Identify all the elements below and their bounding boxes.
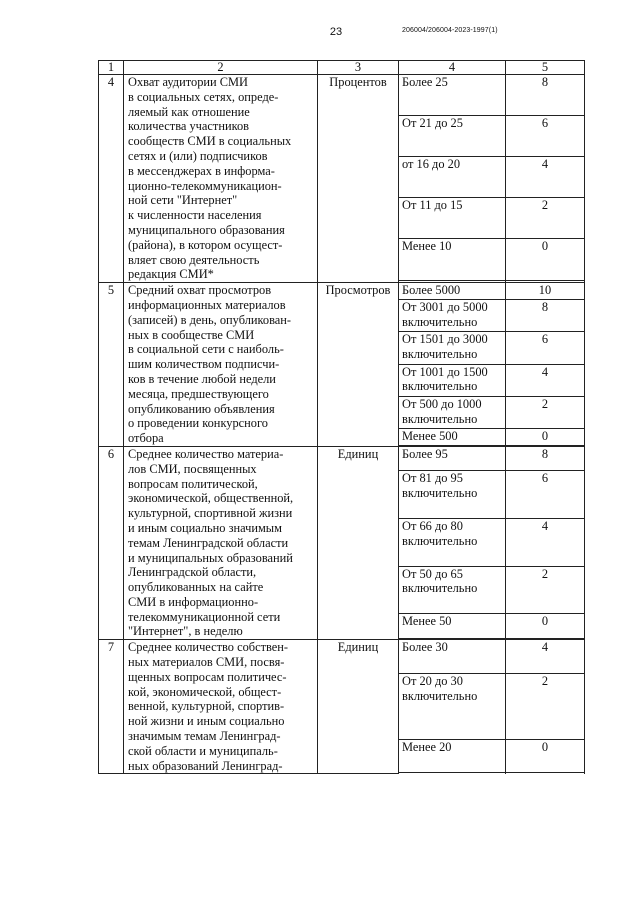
empty-cell <box>399 773 506 774</box>
grade-points: 0 <box>506 614 585 639</box>
grade-range: От 3001 до 5000 включительно <box>399 299 506 331</box>
page-number: 23 <box>329 26 343 38</box>
grade-row <box>99 446 585 471</box>
table-body <box>99 61 585 774</box>
grade-points: 6 <box>506 116 585 157</box>
header-cell-1: 1 <box>99 61 124 75</box>
grade-range: От 81 до 95 включительно <box>399 471 506 519</box>
grade-range: От 11 до 15 <box>399 198 506 239</box>
criterion-unit: Процентов <box>318 75 399 283</box>
grade-points: 8 <box>506 299 585 331</box>
criterion-description: Охват аудитории СМИ в социальных сетях, опреде- ляемый как отношение количества участников сообществ СМИ в социальных сетях и (или) подписчиков в мессенджерах в информа- ционно-телекоммуникацион- ной сети "Интернет" к численности населения муниципального образования (района), в котором осущест- вляет свою деятельность редакция СМИ* <box>124 75 318 283</box>
criteria-table <box>98 60 585 774</box>
grade-points: 0 <box>506 239 585 280</box>
grade-points: 4 <box>506 640 585 674</box>
grade-points: 2 <box>506 674 585 739</box>
grade-points: 6 <box>506 471 585 519</box>
grade-row <box>99 640 585 674</box>
grade-range: Менее 500 <box>399 429 506 446</box>
criterion-unit: Единиц <box>318 446 399 639</box>
grade-points: 10 <box>506 283 585 300</box>
criterion-number: 5 <box>99 283 124 447</box>
criterion-number: 4 <box>99 75 124 283</box>
grade-range: От 1001 до 1500 включительно <box>399 364 506 396</box>
grade-row <box>99 283 585 300</box>
grade-range: Более 95 <box>399 446 506 471</box>
grade-range: Менее 50 <box>399 614 506 639</box>
grade-points: 8 <box>506 75 585 116</box>
grade-points: 2 <box>506 198 585 239</box>
grade-range: От 66 до 80 включительно <box>399 519 506 567</box>
grade-points: 8 <box>506 446 585 471</box>
grade-points: 2 <box>506 566 585 614</box>
criterion-unit: Единиц <box>318 640 399 774</box>
grade-range: От 21 до 25 <box>399 116 506 157</box>
grade-range: От 20 до 30 включительно <box>399 674 506 739</box>
grade-points: 4 <box>506 519 585 567</box>
grade-range: Более 5000 <box>399 283 506 300</box>
grade-range: От 50 до 65 включительно <box>399 566 506 614</box>
grade-points: 0 <box>506 739 585 773</box>
criterion-description: Средний охват просмотров информационных материалов (записей) в день, опубликован- ных в сообществе СМИ в социальной сети с наиболь- шим количеством подписчи- ков в течение любой недели месяца, предшествующего опубликованию объявления о проведении конкурсного отбора <box>124 283 318 447</box>
document-id: 206004/206004-2023-1997(1) <box>402 27 498 34</box>
header-row <box>99 61 585 75</box>
header-cell-4: 4 <box>399 61 506 75</box>
criterion-number: 6 <box>99 446 124 639</box>
grade-range: От 500 до 1000 включительно <box>399 396 506 428</box>
grade-points: 0 <box>506 429 585 446</box>
grade-points: 4 <box>506 364 585 396</box>
grade-range: Менее 10 <box>399 239 506 280</box>
criterion-unit: Просмотров <box>318 283 399 447</box>
grade-points: 6 <box>506 332 585 364</box>
header-cell-2: 2 <box>124 61 318 75</box>
criterion-number: 7 <box>99 640 124 774</box>
empty-cell <box>506 773 585 774</box>
grade-row <box>99 75 585 116</box>
criterion-description: Среднее количество собствен- ных материалов СМИ, посвя- щенных вопросам политичес- кой, экономической, общест- венной, культурной, спортив- ной жизни и иным социально значимым темам Ленинград- ской области и муниципаль- ных образований Ленинград- <box>124 640 318 774</box>
grade-range: Менее 20 <box>399 739 506 773</box>
grade-points: 2 <box>506 396 585 428</box>
grade-range: Более 25 <box>399 75 506 116</box>
header-cell-3: 3 <box>318 61 399 75</box>
criterion-description: Среднее количество материа- лов СМИ, посвященных вопросам политической, экономической, общественной, культурной, спортивной жизни и иным социально значимым темам Ленинградской области и муниципальных образований Ленинградской области, опубликованных на сайте СМИ в информационно- телекоммуникационной сети "Интернет", в неделю <box>124 446 318 639</box>
header-cell-5: 5 <box>506 61 585 75</box>
grade-points: 4 <box>506 157 585 198</box>
grade-range: от 16 до 20 <box>399 157 506 198</box>
grade-range: Более 30 <box>399 640 506 674</box>
grade-range: От 1501 до 3000 включительно <box>399 332 506 364</box>
